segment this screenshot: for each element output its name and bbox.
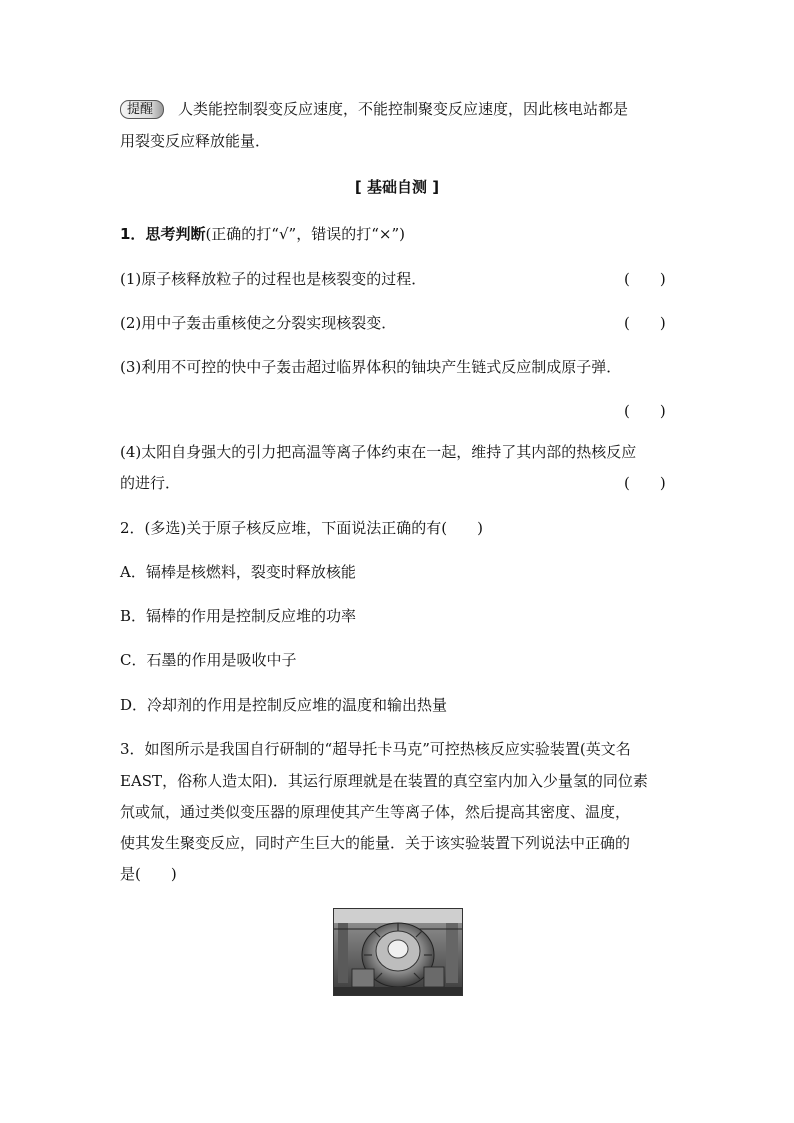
- q1-item-1-blank[interactable]: ( ): [624, 270, 666, 288]
- q1-item-4: (4)太阳自身强大的引力把高温等离子体约束在一起，维持了其内部的热核反应: [120, 443, 637, 461]
- q1-header: [120, 223, 405, 244]
- q1-item-3: (3)利用不可控的快中子轰击超过临界体积的铀块产生链式反应制成原子弹．: [120, 358, 622, 376]
- q3-line-1: 3．如图所示是我国自行研制的“超导托卡马克”可控热核反应实验装置(英文名: [120, 740, 631, 758]
- q1-item-4-cont: 的进行．: [120, 474, 181, 492]
- q3-line-3: 氘或氚，通过类似变压器的原理使其产生等离子体，然后提高其密度、温度，: [120, 803, 631, 821]
- tip-text-2: 用裂变反应释放能量．: [120, 132, 271, 150]
- q3-line-2: EAST，俗称人造太阳)．其运行原理就是在装置的真空室内加入少量氢的同位素: [120, 772, 648, 790]
- q2-option-d[interactable]: D．冷却剂的作用是控制反应堆的温度和输出热量: [120, 696, 448, 714]
- q3-line-5: 是( ): [120, 865, 177, 883]
- q3-line-4: 使其发生聚变反应，同时产生巨大的能量．关于该实验装置下列说法中正确的: [120, 834, 631, 852]
- section-title: [ 基础自测 ]: [354, 178, 440, 196]
- east-device-photo: [333, 908, 463, 996]
- q1-item-1: (1)原子核释放粒子的过程也是核裂变的过程．: [120, 270, 427, 288]
- q1-instruction: (正确的打“√”，错误的打“×”): [205, 225, 405, 243]
- q2-option-b[interactable]: B．镉棒的作用是控制反应堆的功率: [120, 607, 357, 625]
- q1-item-2: (2)用中子轰击重核使之分裂实现核裂变．: [120, 314, 397, 332]
- q1-title: 思考判断: [145, 225, 206, 243]
- q1-item-4-blank[interactable]: ( ): [624, 474, 666, 492]
- q1-number: 1．: [120, 225, 146, 243]
- q1-item-2-blank[interactable]: ( ): [624, 314, 666, 332]
- q2-stem: 2．(多选)关于原子核反应堆，下面说法正确的有( ): [120, 519, 483, 537]
- q1-item-3-blank[interactable]: ( ): [624, 402, 666, 420]
- tip-text-1: 人类能控制裂变反应速度，不能控制聚变反应速度，因此核电站都是: [178, 100, 629, 118]
- tip-line-1: [120, 98, 628, 119]
- q2-option-a[interactable]: A．镉棒是核燃料，裂变时释放核能: [120, 563, 356, 581]
- tip-badge: 提醒: [120, 100, 164, 119]
- q2-option-c[interactable]: C．石墨的作用是吸收中子: [120, 651, 297, 669]
